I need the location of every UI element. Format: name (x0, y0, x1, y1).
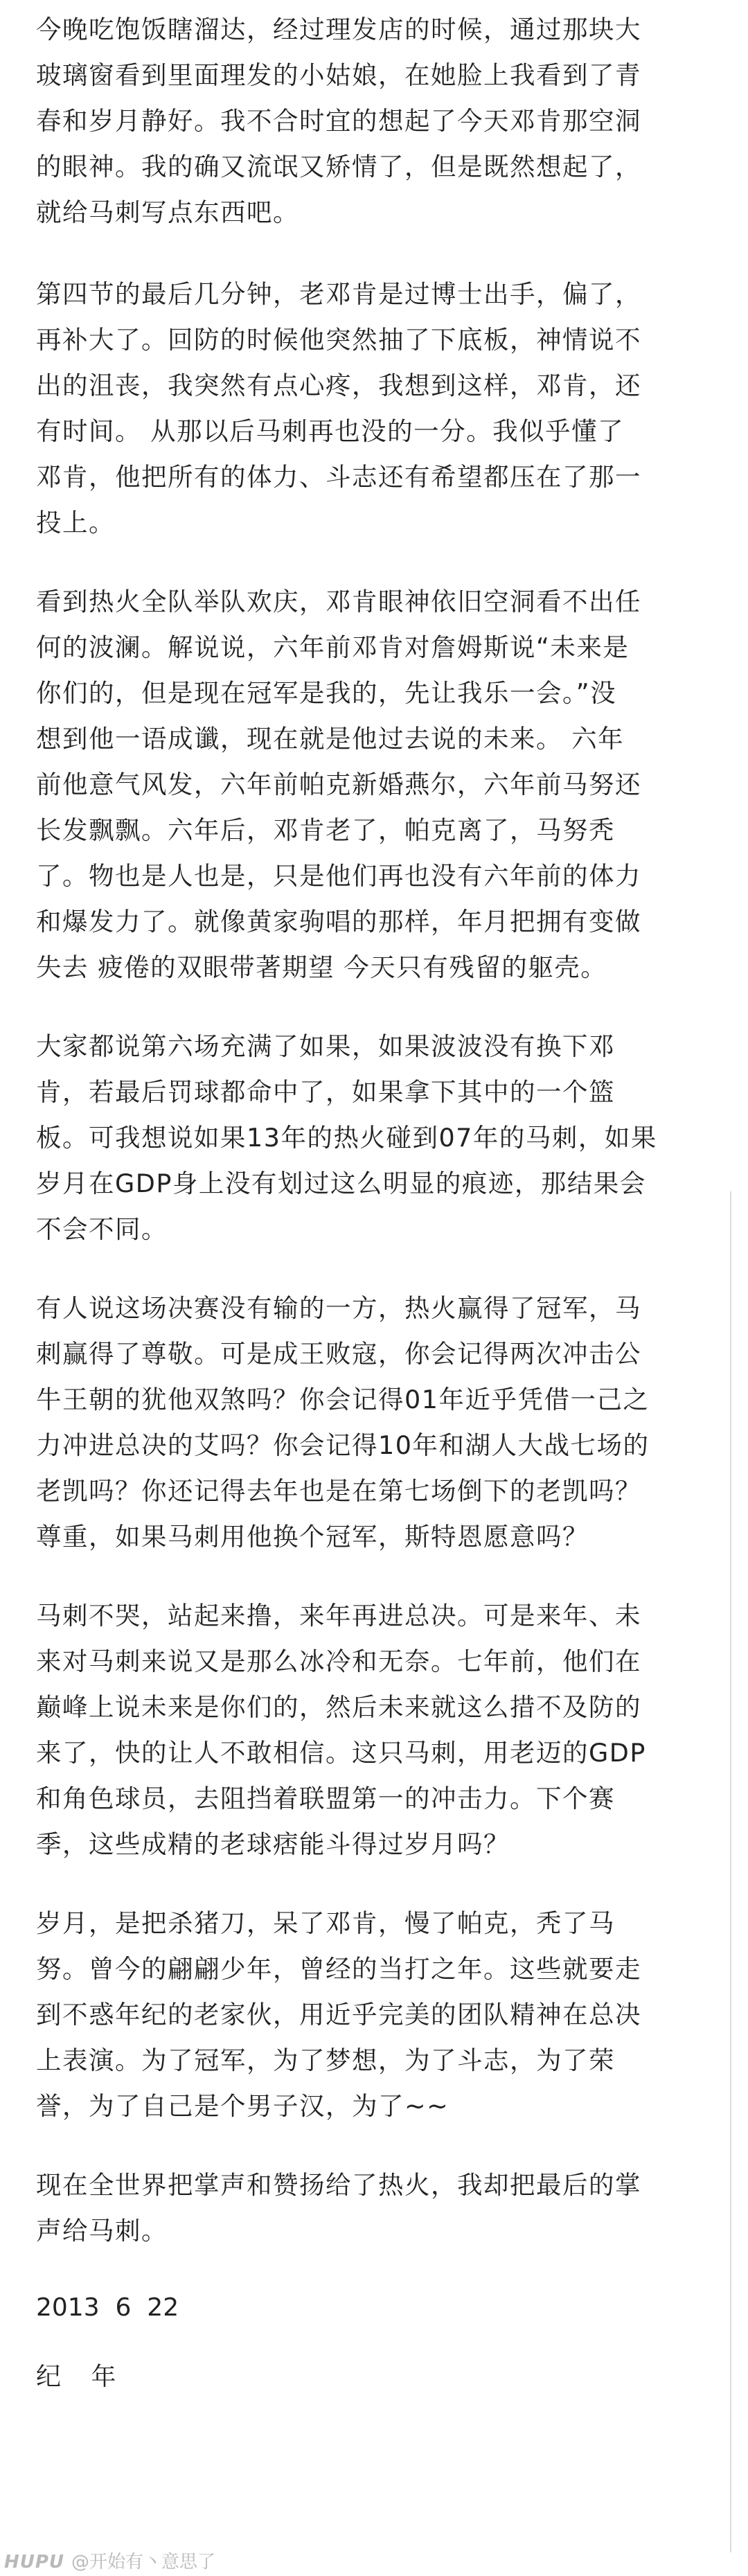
paragraph-5: 有人说这场决赛没有输的一方，热火赢得了冠军，马 刺赢得了尊敬。可是成王败寇，你会记得两次冲击公 牛王朝的犹他双煞吗？你会记得01年近乎凭借一己之 力冲进总决的艾吗？你会记得10年和湖人大战七场的 老凯吗？你还记得去年也是在第七场倒下的老凯吗？ 尊重，如果马刺用他换个冠军，斯特恩愿意吗？ (36, 1293, 650, 1552)
watermark-user: @开始有丶意思了 (71, 2552, 216, 2573)
paragraph-6: 马刺不哭，站起来撸，来年再进总决。可是来年、未 来对马刺来说又是那么冰冷和无奈。七年前，他们在 巅峰上说未来是你们的，然后未来就这么措不及防的 来了，快的让人不敢相信。这只马刺，用老迈的GDP 和角色球员，去阻挡着联盟第一的冲击力。下个赛 季，这些成精的老球痞能斗得过岁月吗？ (36, 1601, 646, 1859)
paragraph-2: 第四节的最后几分钟，老邓肯是过博士出手，偏了， 再补大了。回防的时候他突然抽了下底板，神情说不 出的沮丧，我突然有点心疼，我想到这样，邓肯，还 有时间。 从那以后马刺再也没的一分。我似乎懂了 邓肯，他把所有的体力、斗志还有希望都压在了那一 投上。 (36, 279, 641, 538)
paragraph-7: 岁月，是把杀猪刀，呆了邓肯，慢了帕克，秃了马 努。曾今的翩翩少年，曾经的当打之年。这些就要走 到不惑年纪的老家伙，用近乎完美的团队精神在总决 上表演。为了冠军，为了梦想，为了斗志，为了荣 誉，为了自己是个男子汉，为了~~ (36, 1908, 641, 2121)
article-date: 2013 6 22 (36, 2293, 179, 2322)
article-signature: 纪 年 (36, 2363, 127, 2391)
paragraph-8: 现在全世界把掌声和赞扬给了热火，我却把最后的掌 声给马刺。 (36, 2170, 641, 2246)
watermark-brand: HUPU (4, 2552, 65, 2573)
article (36, 7, 722, 2398)
paragraph-3: 看到热火全队举队欢庆，邓肯眼神依旧空洞看不出任 何的波澜。解说说，六年前邓肯对詹姆斯说“未来是 你们的，但是现在冠军是我的，先让我乐一会。”没 想到他一语成谶，现在就是他过去说的未来。 六年 前他意气风发，六年前帕克新婚燕尔，六年前马努还 长发飘飘。六年后，邓肯老了，帕克离了，马努秃 了。物也是人也是，只是他们再也没有六年前的体力 和爆发力了。就像黄家驹唱的那样，年月把拥有变做 失去 疲倦的双眼带著期望 今天只有残留的躯壳。 (36, 587, 641, 982)
paragraph-4: 大家都说第六场充满了如果，如果波波没有换下邓 肯，若最后罚球都命中了，如果拿下其中的一个篮 板。可我想说如果13年的热火碰到07年的马刺，如果 岁月在GDP身上没有划过这么明显的痕迹，那结果会 不会不同。 (36, 1031, 657, 1244)
watermark (4, 2548, 215, 2573)
paragraph-1: 今晚吃饱饭瞎溜达，经过理发店的时候，通过那块大 玻璃窗看到里面理发的小姑娘，在她脸上我看到了青 春和岁月静好。我不合时宜的想起了今天邓肯那空洞 的眼神。我的确又流氓又矫情了，但是既然想起了， 就给马刺写点东西吧。 (36, 15, 641, 227)
scrollbar-track[interactable] (730, 1191, 731, 2552)
